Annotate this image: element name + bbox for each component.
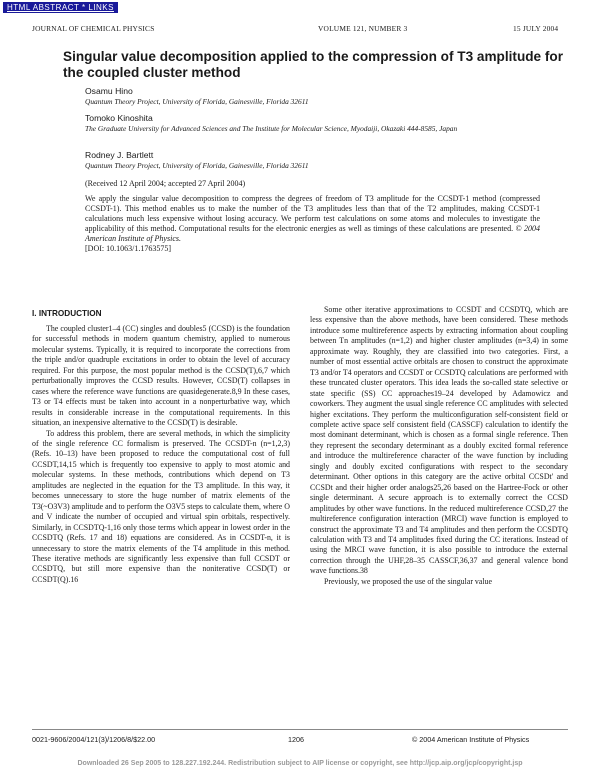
issue-date: 15 JULY 2004 (513, 24, 559, 33)
author-name: Tomoko Kinoshita (85, 113, 153, 123)
author-affiliation: Quantum Theory Project, University of Florida, Gainesville, Florida 32611 (85, 161, 309, 170)
footer-copyright: © 2004 American Institute of Physics (412, 735, 530, 744)
abstract (85, 194, 540, 254)
paragraph: To address this problem, there are several methods, in which the simplicity of the single reference CC formalism is preserved. The CCSDT-n (n=1,2,3) (Refs. 10–13) have been proposed to reduce the computational cost of full CCSDT,14,15 which is frequently too expensive to apply to most atomic and molecular systems. In these methods, contributions which depend on T3 amplitudes are neglected in the equation for the T3 amplitude. In this way, it becomes unnecessary to store the huge number of matrix elements of the T3(~O3V3) amplitude and to perform the O3V5 steps to calculate them, where O and V indicate the number of occupied and virtual spin orbitals, respectively. Similarly, in CCSDTQ-1,16 only those terms which appear in lowest order in the CCSDTQ (Refs. 17 and 18) equations are considered. As in CCSDT-n, it is unnecessary to store the matrix elements of the T4 amplitude in this method. These iterative methods are significantly less expensive than full CCSDT or CCSDTQ, but still more expensive than the noniterative CCSD(T) or CCSDT(Q).16 (32, 428, 290, 584)
paragraph: Some other iterative approximations to CCSDT and CCSDTQ, which are less expensive than the above methods, have been considered. These methods introduce some multireference aspects by extracting information about coupling between Tn amplitudes (n=1,2) and higher cluster amplitudes (n=3,4) in some approximate way. Roughly, they are classified into two categories. First, a number of most essential active orbitals are chosen to construct the approximate T3 and/or T4 operators and CCSDT or CCSDTQ calculations are performed with these truncated cluster operators. This idea leads the so-called state selective or state specific (SS) CC approaches19–24 developed by Adamowicz and coworkers. They augment the usual single reference CC amplitudes with selected higher excitations. They perform the multiconfiguration self-consistent field or complete active space self consistent field (CASSCF) calculation to identify the most dominant determinant, which is chosen as a formal single reference. Then they represent the secondary determinant as a doubly excited formal reference and introduce the multireference character of the wave function by including singly and doubly excited configurations with respect to the secondary determinant. Other options in this category are the active orbital CCSDt' and CCSDt and their higher order analogs25,26 based on the Hartree-Fock or other single determinant. A secure approach is to externally correct the CCSD amplitudes by other wave functions. In the reduced multireference CCSD,27 the multireference configuration interaction (MRCI) wave function is employed to construct the approximate T3 and T4 amplitudes and then perform the CCSDTQ calculation with T3 and T4 amplitudes fixed during the CC iterations. Instead of using the MRCI wave function, it is also possible to introduce the external correction through the UHF,28–35 CASSCF,36,37 and general valence bond wave functions.38 (310, 305, 568, 576)
paper-title: Singular value decomposition applied to the compression of T3 amplitude for the coupled cluster method (63, 49, 564, 80)
received-dates: (Received 12 April 2004; accepted 27 April 2004) (85, 179, 246, 188)
author-affiliation: The Graduate University for Advanced Sciences and The Institute for Molecular Science, Myodaiji, Okazaki 444-8585, Japan (85, 124, 458, 133)
page-number: 1206 (288, 735, 304, 744)
right-column (310, 305, 568, 587)
section-heading: I. INTRODUCTION (32, 309, 102, 318)
footer-divider (32, 729, 568, 730)
author-name: Osamu Hino (85, 86, 133, 96)
journal-name: JOURNAL OF CHEMICAL PHYSICS (32, 24, 155, 33)
download-notice: Downloaded 26 Sep 2005 to 128.227.192.244. Redistribution subject to AIP license or copyright, see http://jcp.aip.org/jcp/copyright.jsp (77, 760, 523, 767)
paragraph: Previously, we proposed the use of the singular value (324, 576, 493, 586)
volume-number: VOLUME 121, NUMBER 3 (318, 24, 408, 33)
left-column (32, 324, 290, 585)
html-abstract-links-banner[interactable]: HTML ABSTRACT * LINKS (3, 2, 118, 13)
doi-link[interactable]: [DOI: 10.1063/1.1763575] (85, 244, 171, 253)
footer-issn: 0021-9606/2004/121(3)/1206/8/$22.00 (32, 735, 156, 744)
author-affiliation: Quantum Theory Project, University of Florida, Gainesville, Florida 32611 (85, 97, 309, 106)
copyright-note: © 2004 American Institute of Physics. (85, 224, 541, 243)
paragraph: The coupled cluster1–4 (CC) singles and doubles5 (CCSD) is the foundation for successful methods in modern quantum chemistry, applied to numerous molecular systems. Typically, it is required to incorporate the corrections from the triple and/or quadruple excitations in order to obtain the level of accuracy required. For this purpose, the most popular method is the CCSD(T),6,7 which perturbationally improves the CCSD results. However, CCSD(T) collapses in cases where the reference wave functions are quasidegenerate.8,9 In these cases, T3 or T4 effects must be taken into account in a nonperturbative way, which results in considerable increase in the computational requirements. In this situation, an inexpensive alternative to the CCSD(T) is desirable. (32, 324, 290, 428)
abstract-text: We apply the singular value decomposition to compress the degrees of freedom of T3 amplitude for the CCSDT-1 method (compressed CCSDT-1). This method enables us to make the number of the T3 amplitudes less than that of the T2 amplitudes, making CCSDT-1 calculations much less expensive without losing accuracy. We perform test calculations on some atoms and molecules to investigate the applicability of this method. Computational results for the electronic energies as well as timings of these calculations are presented. (85, 194, 540, 233)
author-name: Rodney J. Bartlett (85, 150, 154, 160)
